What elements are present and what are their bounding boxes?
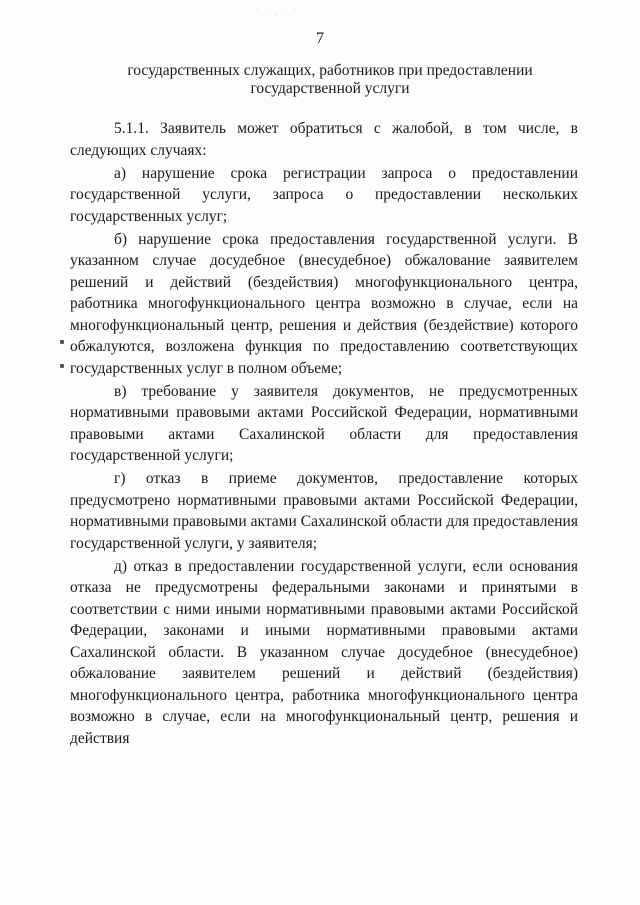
paragraph-g: г) отказ в приеме документов, предоставление которых предусмотрено нормативными правовыми актами Российской Федерации, нормативными правовыми актами Сахалинской области для предоставления государственной услуги, у заявителя; <box>70 470 578 552</box>
body-text <box>70 118 578 751</box>
heading-line: государственных служащих, работников при предоставлении <box>127 62 533 79</box>
heading-line: государственной услуги <box>250 80 410 97</box>
page-number: 7 <box>316 30 324 47</box>
paragraph-d: д) отказ в предоставлении государственной услуги, если основания отказа не предусмотрены федеральными законами и принятыми в соответствии с ними иными нормативными правовыми актами Российской Федерации, законами и иными нормативными правовыми актами Сахалинской области. В указанном случае досудебное (внесудебное) обжалование заявителем решений и действий (бездействия) многофункционального центра, работника многофункционального центра возможно в случае, если на многофункциональный центр, решения и действия <box>70 557 578 747</box>
scan-smudge: · ·ꞈ· · <box>255 4 300 16</box>
paragraph-5-1-1: 5.1.1. Заявитель может обратиться с жалобой, в том числе, в следующих случаях: <box>70 120 578 159</box>
section-heading <box>70 62 590 98</box>
paragraph-v: в) требование у заявителя документов, не предусмотренных нормативными правовыми актами Российской Федерации, нормативными правовыми актами Сахалинской области для предоставления государственной услуги; <box>70 382 578 464</box>
paragraph-a: а) нарушение срока регистрации запроса о предоставлении государственной услуги, запроса о предоставлении нескольких государственных услуг; <box>70 164 578 225</box>
margin-dot <box>60 364 64 368</box>
paragraph-b: б) нарушение срока предоставления государственной услуги. В указанном случае досудебное (внесудебное) обжалование заявителем решений и действий (бездействия) многофункционального центра, работника многофункционального центра возможно в случае, если на многофункциональный центр, решения и действия (бездействие) которого обжалуются, возложена функция по предоставлению соответствующих государственных услуг в полном объеме; <box>70 230 578 377</box>
margin-dot <box>60 340 64 344</box>
